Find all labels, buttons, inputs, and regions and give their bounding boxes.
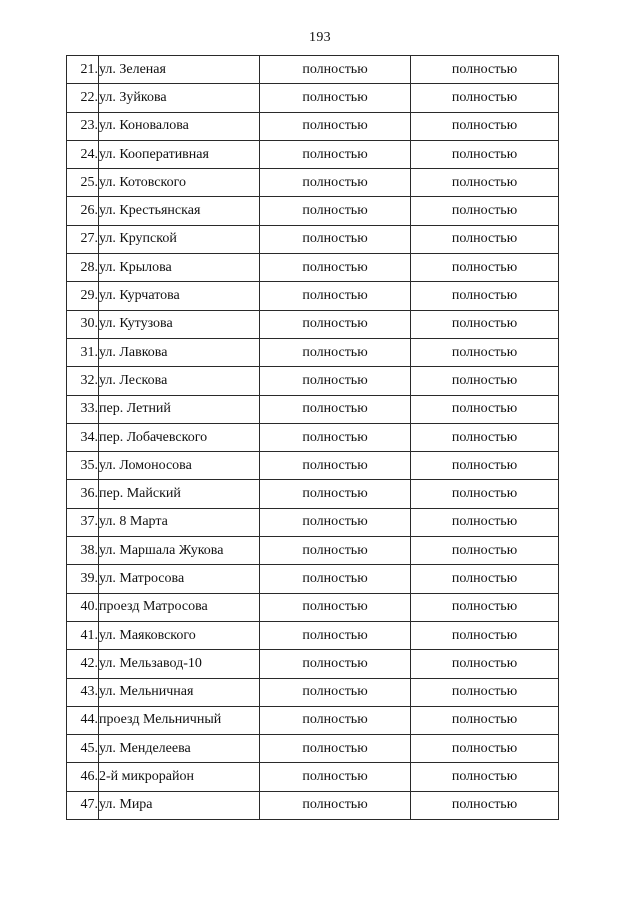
street-name: ул. Зеленая — [99, 56, 260, 84]
coverage-cell: полностью — [411, 197, 559, 225]
row-number: 22. — [67, 84, 99, 112]
coverage-cell: полностью — [411, 537, 559, 565]
table-row — [67, 650, 559, 678]
street-name: ул. Зуйкова — [99, 84, 260, 112]
page-number: 193 — [309, 30, 331, 45]
coverage-cell: полностью — [260, 338, 411, 366]
row-number: 35. — [67, 452, 99, 480]
coverage-cell: полностью — [260, 537, 411, 565]
table-row — [67, 791, 559, 819]
coverage-cell: полностью — [411, 678, 559, 706]
street-name: проезд Матросова — [99, 593, 260, 621]
table-row — [67, 282, 559, 310]
coverage-cell: полностью — [260, 112, 411, 140]
row-number: 29. — [67, 282, 99, 310]
row-number: 27. — [67, 225, 99, 253]
row-number: 36. — [67, 480, 99, 508]
table-row — [67, 338, 559, 366]
street-name: пер. Летний — [99, 395, 260, 423]
table-row — [67, 452, 559, 480]
row-number: 43. — [67, 678, 99, 706]
row-number: 28. — [67, 254, 99, 282]
table-row — [67, 706, 559, 734]
table-row — [67, 508, 559, 536]
coverage-cell: полностью — [411, 225, 559, 253]
row-number: 26. — [67, 197, 99, 225]
table-row — [67, 537, 559, 565]
street-name: ул. Лавкова — [99, 338, 260, 366]
row-number: 33. — [67, 395, 99, 423]
row-number: 41. — [67, 621, 99, 649]
coverage-cell: полностью — [411, 706, 559, 734]
streets-table — [66, 55, 559, 820]
coverage-cell: полностью — [411, 423, 559, 451]
coverage-cell: полностью — [411, 310, 559, 338]
table-row — [67, 763, 559, 791]
table-row — [67, 310, 559, 338]
coverage-cell: полностью — [260, 169, 411, 197]
table-row — [67, 254, 559, 282]
coverage-cell: полностью — [260, 254, 411, 282]
coverage-cell: полностью — [260, 508, 411, 536]
coverage-cell: полностью — [411, 367, 559, 395]
row-number: 34. — [67, 423, 99, 451]
coverage-cell: полностью — [411, 338, 559, 366]
coverage-cell: полностью — [411, 763, 559, 791]
coverage-cell: полностью — [260, 197, 411, 225]
table-row — [67, 367, 559, 395]
row-number: 46. — [67, 763, 99, 791]
street-name: пер. Лобачевского — [99, 423, 260, 451]
coverage-cell: полностью — [411, 593, 559, 621]
row-number: 40. — [67, 593, 99, 621]
coverage-cell: полностью — [411, 735, 559, 763]
coverage-cell: полностью — [411, 791, 559, 819]
street-name: ул. Ломоносова — [99, 452, 260, 480]
coverage-cell: полностью — [411, 169, 559, 197]
row-number: 32. — [67, 367, 99, 395]
street-name: ул. Крупской — [99, 225, 260, 253]
street-name: 2-й микрорайон — [99, 763, 260, 791]
row-number: 37. — [67, 508, 99, 536]
table-row — [67, 593, 559, 621]
row-number: 24. — [67, 140, 99, 168]
row-number: 25. — [67, 169, 99, 197]
coverage-cell: полностью — [260, 480, 411, 508]
street-name: ул. Маяковского — [99, 621, 260, 649]
street-name: пер. Майский — [99, 480, 260, 508]
table-row — [67, 395, 559, 423]
street-name: ул. Котовского — [99, 169, 260, 197]
coverage-cell: полностью — [411, 480, 559, 508]
table-row — [67, 621, 559, 649]
coverage-cell: полностью — [411, 565, 559, 593]
street-name: ул. 8 Марта — [99, 508, 260, 536]
street-name: ул. Маршала Жукова — [99, 537, 260, 565]
coverage-cell: полностью — [260, 84, 411, 112]
table-row — [67, 169, 559, 197]
row-number: 47. — [67, 791, 99, 819]
street-name: ул. Менделеева — [99, 735, 260, 763]
coverage-cell: полностью — [411, 254, 559, 282]
row-number: 23. — [67, 112, 99, 140]
coverage-cell: полностью — [260, 791, 411, 819]
street-name: ул. Матросова — [99, 565, 260, 593]
row-number: 44. — [67, 706, 99, 734]
coverage-cell: полностью — [411, 56, 559, 84]
row-number: 30. — [67, 310, 99, 338]
row-number: 45. — [67, 735, 99, 763]
row-number: 39. — [67, 565, 99, 593]
street-name: ул. Лескова — [99, 367, 260, 395]
coverage-cell: полностью — [411, 395, 559, 423]
coverage-cell: полностью — [411, 621, 559, 649]
coverage-cell: полностью — [260, 678, 411, 706]
coverage-cell: полностью — [260, 565, 411, 593]
coverage-cell: полностью — [260, 452, 411, 480]
coverage-cell: полностью — [260, 621, 411, 649]
coverage-cell: полностью — [411, 84, 559, 112]
row-number: 31. — [67, 338, 99, 366]
table-row — [67, 565, 559, 593]
table-row — [67, 225, 559, 253]
row-number: 21. — [67, 56, 99, 84]
coverage-cell: полностью — [411, 140, 559, 168]
table-row — [67, 678, 559, 706]
coverage-cell: полностью — [411, 508, 559, 536]
coverage-cell: полностью — [260, 593, 411, 621]
street-name: проезд Мельничный — [99, 706, 260, 734]
table-row — [67, 84, 559, 112]
table-row — [67, 112, 559, 140]
coverage-cell: полностью — [260, 56, 411, 84]
street-name: ул. Мира — [99, 791, 260, 819]
table-row — [67, 56, 559, 84]
coverage-cell: полностью — [260, 423, 411, 451]
table-row — [67, 140, 559, 168]
row-number: 38. — [67, 537, 99, 565]
coverage-cell: полностью — [260, 282, 411, 310]
coverage-cell: полностью — [260, 367, 411, 395]
street-name: ул. Кутузова — [99, 310, 260, 338]
coverage-cell: полностью — [260, 706, 411, 734]
coverage-cell: полностью — [260, 140, 411, 168]
coverage-cell: полностью — [260, 763, 411, 791]
street-name: ул. Мельничная — [99, 678, 260, 706]
coverage-cell: полностью — [260, 650, 411, 678]
coverage-cell: полностью — [411, 282, 559, 310]
coverage-cell: полностью — [411, 650, 559, 678]
row-number: 42. — [67, 650, 99, 678]
street-name: ул. Курчатова — [99, 282, 260, 310]
coverage-cell: полностью — [411, 112, 559, 140]
coverage-cell: полностью — [260, 735, 411, 763]
coverage-cell: полностью — [411, 452, 559, 480]
street-name: ул. Крестьянская — [99, 197, 260, 225]
street-name: ул. Коновалова — [99, 112, 260, 140]
table-row — [67, 480, 559, 508]
street-name: ул. Крылова — [99, 254, 260, 282]
streets-table-body — [67, 56, 559, 820]
coverage-cell: полностью — [260, 225, 411, 253]
street-name: ул. Кооперативная — [99, 140, 260, 168]
coverage-cell: полностью — [260, 395, 411, 423]
table-row — [67, 735, 559, 763]
street-name: ул. Мельзавод-10 — [99, 650, 260, 678]
table-row — [67, 423, 559, 451]
coverage-cell: полностью — [260, 310, 411, 338]
table-row — [67, 197, 559, 225]
